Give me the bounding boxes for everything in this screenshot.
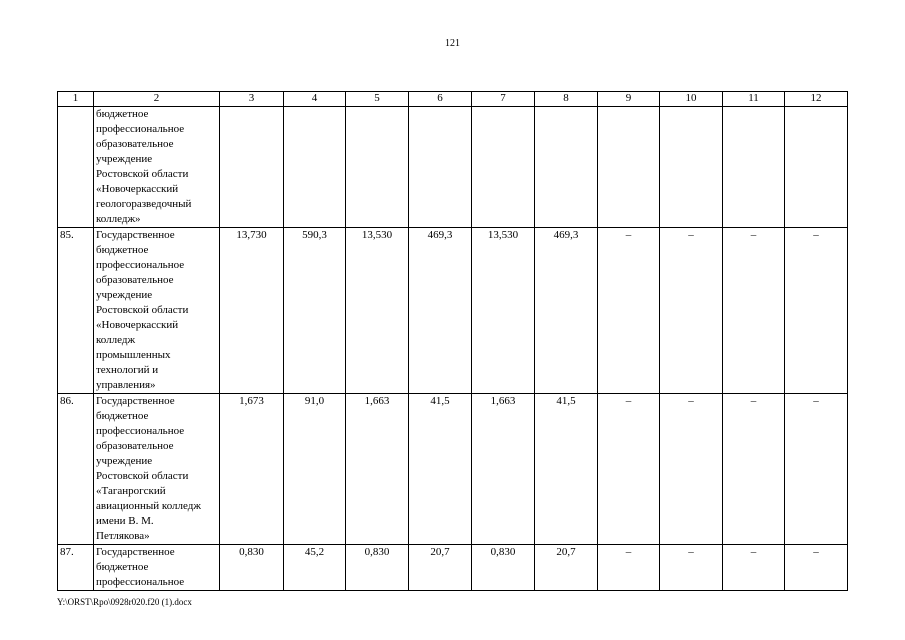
institution-name-line: профессиональное <box>96 259 185 271</box>
value-cell <box>472 107 535 228</box>
institution-name-line: управления» <box>96 379 156 391</box>
value-cell: – <box>660 228 723 394</box>
value-cell: – <box>723 228 785 394</box>
value-cell <box>535 107 598 228</box>
value-cell: 13,730 <box>220 228 284 394</box>
institution-name-line: Ростовской области <box>96 470 189 482</box>
value-cell: 45,2 <box>284 545 346 591</box>
column-header: 3 <box>220 92 284 107</box>
value-cell: 590,3 <box>284 228 346 394</box>
institution-name-cell <box>94 228 220 394</box>
column-header: 2 <box>94 92 220 107</box>
institution-name-cell <box>94 394 220 545</box>
institution-name-line: Ростовской области <box>96 304 189 316</box>
institution-name-cell <box>94 545 220 591</box>
value-cell <box>284 107 346 228</box>
page-number: 121 <box>445 38 460 49</box>
institution-name-line: колледж» <box>96 213 141 225</box>
file-path-footer: Y:\ORST\Rpo\0928r020.f20 (1).docx <box>57 597 192 607</box>
value-cell: 41,5 <box>535 394 598 545</box>
institution-name-line: образовательное <box>96 274 174 286</box>
row-number-cell: 86. <box>58 394 94 545</box>
institution-name-line: учреждение <box>96 153 153 165</box>
value-cell <box>220 107 284 228</box>
institution-name-line: профессиональное <box>96 123 185 135</box>
institution-name-line: геологоразведочный <box>96 198 192 210</box>
value-cell: – <box>785 394 848 545</box>
value-cell: 1,663 <box>472 394 535 545</box>
institution-name-line: «Новочеркасский <box>96 183 179 195</box>
value-cell: – <box>785 228 848 394</box>
institution-name-line: учреждение <box>96 289 153 301</box>
institution-name-line: Государственное <box>96 546 175 558</box>
institution-name-line: промышленных <box>96 349 171 361</box>
column-header: 7 <box>472 92 535 107</box>
value-cell: 1,673 <box>220 394 284 545</box>
value-cell: 0,830 <box>346 545 409 591</box>
institution-name-line: профессиональное <box>96 425 185 437</box>
value-cell: – <box>660 545 723 591</box>
institution-name-cell <box>94 107 220 228</box>
table-row <box>58 394 848 545</box>
value-cell: 469,3 <box>535 228 598 394</box>
header-row <box>58 92 848 107</box>
table-row <box>58 545 848 591</box>
column-header: 8 <box>535 92 598 107</box>
institution-name-line: колледж <box>96 334 136 346</box>
value-cell <box>409 107 472 228</box>
column-header: 1 <box>58 92 94 107</box>
value-cell: – <box>660 394 723 545</box>
column-header: 6 <box>409 92 472 107</box>
value-cell: 0,830 <box>472 545 535 591</box>
value-cell <box>660 107 723 228</box>
value-cell: – <box>598 545 660 591</box>
table-body <box>58 107 848 591</box>
value-cell: 20,7 <box>409 545 472 591</box>
row-number-cell <box>58 107 94 228</box>
value-cell: 469,3 <box>409 228 472 394</box>
value-cell: 1,663 <box>346 394 409 545</box>
institution-name-line: «Новочеркасский <box>96 319 179 331</box>
column-header: 9 <box>598 92 660 107</box>
institution-name-line: Государственное <box>96 229 175 241</box>
column-header: 12 <box>785 92 848 107</box>
value-cell: 13,530 <box>346 228 409 394</box>
data-table <box>57 91 848 591</box>
value-cell: 13,530 <box>472 228 535 394</box>
institution-name-line: профессиональное <box>96 576 185 588</box>
column-header: 10 <box>660 92 723 107</box>
column-header: 4 <box>284 92 346 107</box>
institution-name-line: бюджетное <box>96 244 149 256</box>
institution-name-line: бюджетное <box>96 108 149 120</box>
table-row <box>58 107 848 228</box>
value-cell: – <box>598 394 660 545</box>
value-cell: 41,5 <box>409 394 472 545</box>
institution-name-line: образовательное <box>96 138 174 150</box>
table-row <box>58 228 848 394</box>
institution-name-line: имени В. М. <box>96 515 154 527</box>
institution-name-line: технологий и <box>96 364 159 376</box>
institution-name-line: Ростовской области <box>96 168 189 180</box>
institution-name-line: авиационный колледж <box>96 500 201 512</box>
institution-name-line: бюджетное <box>96 410 149 422</box>
value-cell: 91,0 <box>284 394 346 545</box>
column-header: 5 <box>346 92 409 107</box>
institution-name-line: Государственное <box>96 395 175 407</box>
institution-name-line: Петлякова» <box>96 530 150 542</box>
value-cell: – <box>598 228 660 394</box>
institution-name-line: образовательное <box>96 440 174 452</box>
value-cell: 20,7 <box>535 545 598 591</box>
institution-name-line: бюджетное <box>96 561 149 573</box>
institution-name-line: «Таганрогский <box>96 485 166 497</box>
value-cell <box>785 107 848 228</box>
value-cell <box>723 107 785 228</box>
value-cell: – <box>723 394 785 545</box>
value-cell: – <box>785 545 848 591</box>
value-cell: 0,830 <box>220 545 284 591</box>
value-cell: – <box>723 545 785 591</box>
column-header: 11 <box>723 92 785 107</box>
row-number-cell: 85. <box>58 228 94 394</box>
value-cell <box>598 107 660 228</box>
institution-name-line: учреждение <box>96 455 153 467</box>
row-number-cell: 87. <box>58 545 94 591</box>
value-cell <box>346 107 409 228</box>
